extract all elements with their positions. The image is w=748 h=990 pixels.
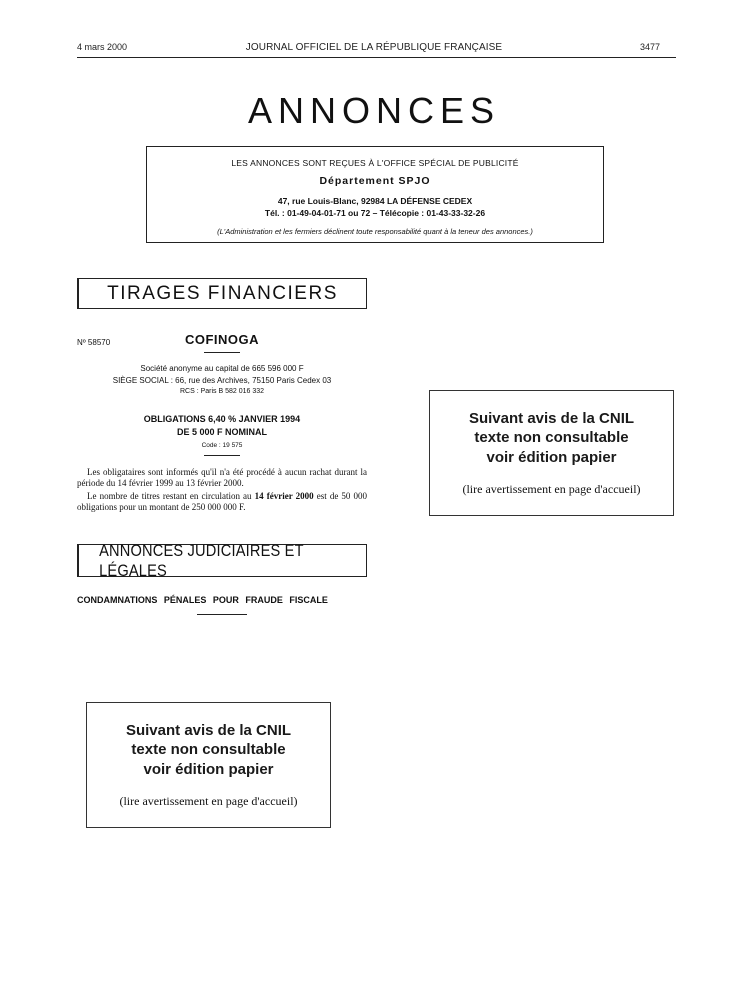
- company-capital: Société anonyme au capital de 665 596 000 F: [140, 364, 304, 373]
- phone-line: Tél. : 01-49-04-01-71 ou 72 – Télécopie : 01-43-33-32-26: [264, 208, 486, 218]
- cnil-line-1: Suivant avis de la CNIL: [125, 722, 292, 739]
- section-tirages-financiers: TIRAGES FINANCIERS: [77, 278, 367, 309]
- cnil-notice-box: [86, 702, 331, 828]
- cnil-line-2: texte non consultable: [131, 741, 286, 758]
- address-line: 47, rue Louis-Blanc, 92984 LA DÉFENSE CEDEX: [277, 196, 473, 206]
- notice-paragraph-2: [77, 491, 367, 513]
- paragraph-2-start: Le nombre de titres restant en circulation au: [87, 491, 255, 501]
- cnil-line-1: Suivant avis de la CNIL: [468, 410, 635, 427]
- subtitle-condamnations: [77, 595, 367, 605]
- section-2-title: ANNONCES JUDICIAIRES ET LÉGALES: [99, 540, 304, 580]
- publicity-office-box: [146, 146, 604, 243]
- office-line: LES ANNONCES SONT REÇUES À L'OFFICE SPÉCIAL DE PUBLICITÉ: [231, 158, 519, 168]
- cnil-notice-box: [429, 390, 674, 516]
- cnil-line-4: (lire avertissement en page d'accueil): [119, 794, 298, 808]
- company-headquarters: SIÈGE SOCIAL : 66, rue des Archives, 75150 Paris Cedex 03: [112, 376, 332, 385]
- header-page-number: 3477: [640, 42, 661, 52]
- page-title: ANNONCES: [247, 90, 501, 131]
- company-underline: [204, 352, 240, 353]
- section-annonces-judiciaires: [77, 540, 367, 580]
- department-line: Département SPJO: [319, 175, 431, 187]
- bond-title: OBLIGATIONS 6,40 % JANVIER 1994: [143, 414, 301, 424]
- cnil-line-3: voir édition papier: [486, 449, 617, 466]
- cnil-line-2: texte non consultable: [474, 429, 629, 446]
- header-journal-title: JOURNAL OFFICIEL DE LA RÉPUBLIQUE FRANÇAISE: [245, 42, 503, 53]
- company-name: COFINOGA: [184, 332, 260, 347]
- header-date: 4 mars 2000: [77, 42, 128, 52]
- cnil-line-3: voir édition papier: [143, 761, 274, 778]
- bond-nominal: DE 5 000 F NOMINAL: [176, 427, 268, 437]
- paragraph-2-end: est de 50 000 obligations pour un montant de 250 000 000 F.: [77, 491, 368, 512]
- bond-code: Code : 19 575: [201, 442, 243, 449]
- paragraph-2-date: 14 février 2000: [254, 491, 314, 501]
- disclaimer-line: (L'Administration et les fermiers déclinent toute responsabilité quant à la teneur des annonces.): [217, 227, 533, 236]
- cnil-line-4: (lire avertissement en page d'accueil): [462, 482, 641, 496]
- subtitle-underline: [197, 614, 247, 615]
- code-underline: [204, 455, 240, 456]
- subtitle-text: CONDAMNATIONS PÉNALES POUR FRAUDE FISCALE: [77, 595, 328, 605]
- notice-paragraph-1: Les obligataires sont informés qu'il n'a été procédé à aucun rachat durant la période du 14 février 1999 au 13 février 2000.: [77, 467, 367, 488]
- company-rcs: RCS : Paris B 582 016 332: [179, 388, 265, 395]
- notice-number: Nº 58570: [77, 338, 111, 347]
- header-rule: [77, 57, 676, 58]
